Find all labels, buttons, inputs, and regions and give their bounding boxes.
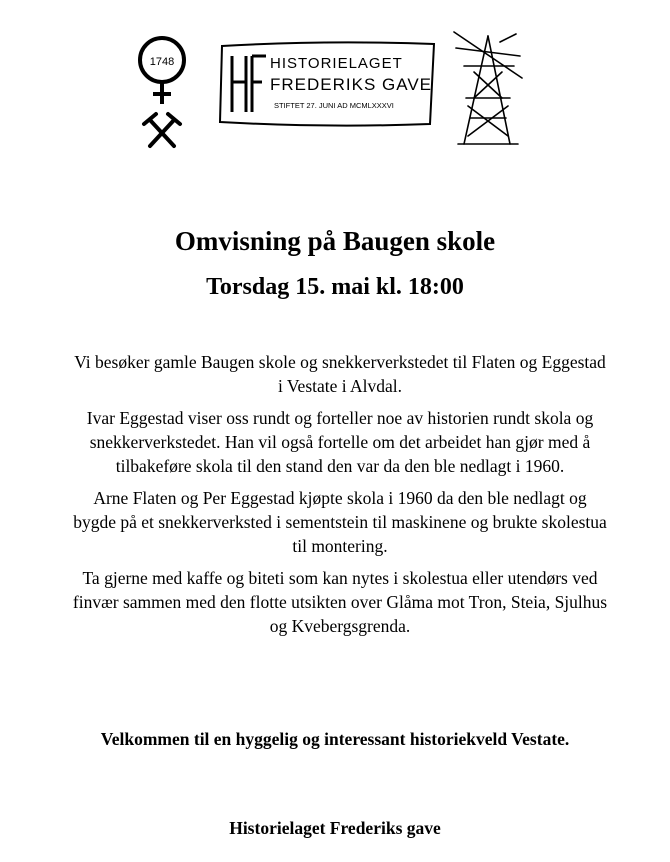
paragraph: Arne Flaten og Per Eggestad kjøpte skola i 1960 da den ble nedlagt og bygde på et snekkerverksted i sementstein til maskinene og brukte skolestua til montering. <box>73 488 607 556</box>
closing-message: Velkommen til en hyggelig og interessant historiekveld Vestate. <box>100 729 570 749</box>
page-title: Omvisning på Baugen skole <box>174 226 496 256</box>
event-date: Torsdag 15. mai kl. 18:00 <box>206 274 464 300</box>
logo-row <box>0 0 670 160</box>
historielaget-logo <box>216 38 440 130</box>
emblem-year: 1748 <box>149 56 175 68</box>
badge-line-3: STIFTET 27. JUNI AD MCMLXXXVI <box>274 101 394 110</box>
paragraph: Vi besøker gamle Baugen skole og snekkerverkstedet til Flaten og Eggestad i Vestate i Alvdal. <box>74 352 606 396</box>
hf-monogram <box>232 56 266 112</box>
badge-line-1: HISTORIELAGET <box>270 55 403 72</box>
paragraph: Ivar Eggestad viser oss rundt og forteller noe av historien rundt skola og snekkerverkstedet. Han vil også fortelle om det arbeidet han gjør med å tilbakeføre skola til den stand den var da den ble nedlagt i 1960. <box>86 408 594 476</box>
crossed-hammers-icon <box>144 114 180 146</box>
badge-line-2: FREDERIKS GAVE <box>270 75 432 94</box>
paragraph: Ta gjerne med kaffe og biteti som kan nytes i skolestua eller utendørs ved finvær sammen med den flotte utsikten over Glåma mot Tron, Steia, Sjulhus og Kvebergsgrenda. <box>72 568 608 636</box>
body-text <box>70 350 610 646</box>
mining-emblem-logo <box>130 36 200 152</box>
signature: Historielaget Frederiks gave <box>229 818 441 838</box>
power-tower-logo <box>450 26 526 150</box>
